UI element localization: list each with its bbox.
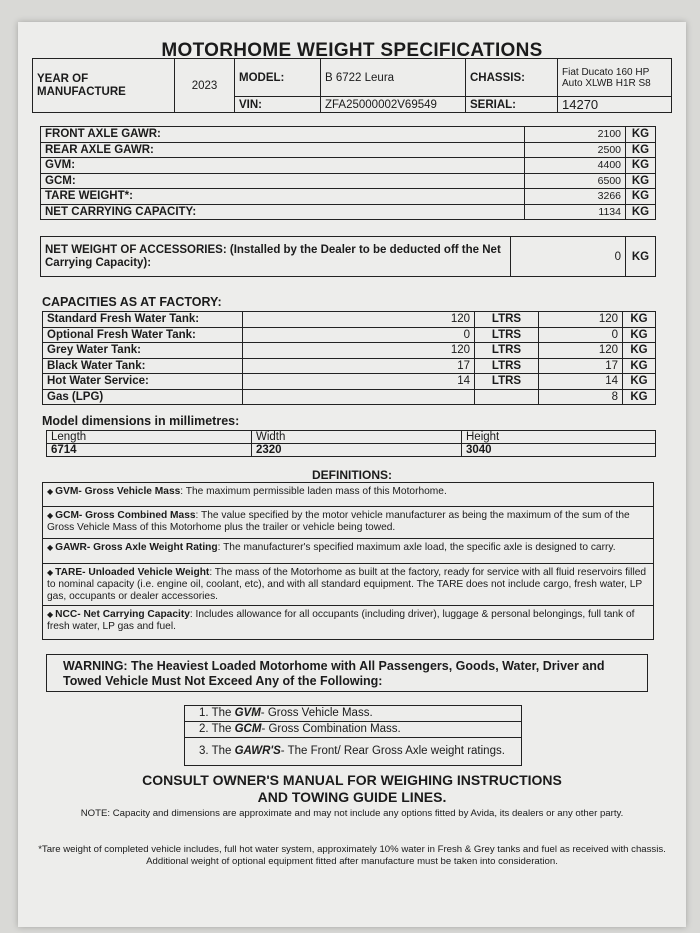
weight-unit: KG (626, 189, 656, 205)
capacity-kg: 17 (539, 358, 623, 374)
definition-item (43, 564, 653, 606)
limit-item (185, 722, 522, 738)
capacity-label: Hot Water Service: (43, 374, 243, 390)
weight-unit: KG (626, 204, 656, 220)
vehicle-header-table (32, 58, 672, 113)
capacity-ltrs: 17 (243, 358, 475, 374)
weight-unit: KG (626, 173, 656, 189)
vin-label: VIN: (235, 97, 321, 113)
limit-row (185, 706, 522, 722)
capacity-ltrs: 120 (243, 343, 475, 359)
weight-value: 3266 (525, 189, 626, 205)
weight-label: TARE WEIGHT*: (41, 189, 525, 205)
weight-label: NET CARRYING CAPACITY: (41, 204, 525, 220)
capacity-ltrs-unit: LTRS (475, 343, 539, 359)
capacity-kg: 120 (539, 343, 623, 359)
definition-term: GAWR- Gross Axle Weight Rating (55, 542, 218, 553)
dim-value-height: 3040 (462, 444, 656, 457)
weight-row (41, 127, 656, 143)
limit-item (185, 738, 522, 766)
limit-row (185, 722, 522, 738)
definition-term: GVM- Gross Vehicle Mass (55, 486, 181, 497)
accessories-table (40, 236, 656, 277)
capacity-ltrs-unit: LTRS (475, 374, 539, 390)
dim-value-width: 2320 (252, 444, 462, 457)
weight-value: 6500 (525, 173, 626, 189)
weight-value: 1134 (525, 204, 626, 220)
weight-unit: KG (626, 158, 656, 174)
capacity-ltrs-unit (475, 389, 539, 405)
definition-item (43, 606, 653, 641)
limit-num: 2. The (199, 723, 235, 735)
weight-value: 4400 (525, 158, 626, 174)
capacity-ltrs-unit: LTRS (475, 327, 539, 343)
weight-label: GVM: (41, 158, 525, 174)
definitions-title: DEFINITIONS: (312, 468, 392, 482)
capacity-kg-unit: KG (623, 312, 656, 328)
accessories-label: NET WEIGHT OF ACCESSORIES: (Installed by the Dealer to be deducted off the Net Carrying Capacity): (41, 237, 511, 277)
chassis-label: CHASSIS: (466, 59, 558, 97)
weight-label: REAR AXLE GAWR: (41, 142, 525, 158)
definition-item (43, 483, 653, 507)
bullet-icon: ◆ (47, 568, 54, 577)
capacity-kg-unit: KG (623, 374, 656, 390)
capacity-label: Grey Water Tank: (43, 343, 243, 359)
dim-value-length: 6714 (47, 444, 252, 457)
capacity-ltrs: 120 (243, 312, 475, 328)
weight-row (41, 173, 656, 189)
capacity-kg-unit: KG (623, 343, 656, 359)
definition-term: TARE- Unloaded Vehicle Weight (55, 567, 210, 578)
weight-unit: KG (626, 142, 656, 158)
capacity-note: NOTE: Capacity and dimensions are approximate and may not include any options fitted by Avida, its dealers or any other party. (80, 808, 624, 819)
bullet-icon: ◆ (47, 610, 54, 619)
capacity-kg-unit: KG (623, 358, 656, 374)
limit-term: GCM (234, 723, 262, 735)
weight-row (41, 158, 656, 174)
limit-term: GVM (234, 707, 261, 719)
weight-label: GCM: (41, 173, 525, 189)
limit-term: GAWR'S (234, 745, 281, 757)
accessories-value: 0 (511, 237, 626, 277)
capacity-label: Standard Fresh Water Tank: (43, 312, 243, 328)
capacity-kg-unit: KG (623, 389, 656, 405)
definition-term: GCM- Gross Combined Mass (55, 510, 196, 521)
weight-row (41, 189, 656, 205)
bullet-icon: ◆ (47, 511, 54, 520)
spec-sheet (18, 22, 686, 927)
year-value: 2023 (175, 59, 235, 113)
weight-label: FRONT AXLE GAWR: (41, 127, 525, 143)
capacity-kg: 0 (539, 327, 623, 343)
capacity-row (43, 358, 656, 374)
limit-text: - Gross Combination Mass. (261, 723, 401, 735)
definitions-box (42, 482, 654, 640)
dim-header-width: Width (252, 431, 462, 444)
year-label: YEAR OF MANUFACTURE (33, 59, 175, 113)
capacity-row (43, 389, 656, 405)
limit-num: 3. The (199, 745, 235, 757)
capacity-row (43, 312, 656, 328)
limits-table (184, 705, 522, 766)
model-label: MODEL: (235, 59, 321, 97)
weight-row (41, 204, 656, 220)
chassis-value: Fiat Ducato 160 HP Auto XLWB H1R S8 (558, 59, 672, 97)
definition-item (43, 507, 653, 539)
warning-text: WARNING: The Heaviest Loaded Motorhome with All Passengers, Goods, Water, Driver and Towed Vehicle Must Not Exceed Any of the Following: (63, 659, 605, 688)
definition-text: : The manufacturer's specified maximum axle load, the specific axle is designed to carry. (217, 542, 616, 553)
bullet-icon: ◆ (47, 543, 54, 552)
serial-value: 14270 (558, 97, 672, 113)
serial-label: SERIAL: (466, 97, 558, 113)
limit-text: - The Front/ Rear Gross Axle weight ratings. (280, 745, 505, 757)
capacities-title: CAPACITIES AS AT FACTORY: (42, 295, 222, 309)
limit-row (185, 738, 522, 766)
capacity-ltrs (243, 389, 475, 405)
capacity-label: Black Water Tank: (43, 358, 243, 374)
capacity-row (43, 374, 656, 390)
weight-unit: KG (626, 127, 656, 143)
page-title: MOTORHOME WEIGHT SPECIFICATIONS (161, 40, 543, 61)
capacity-label: Optional Fresh Water Tank: (43, 327, 243, 343)
capacity-ltrs: 0 (243, 327, 475, 343)
limit-item (185, 706, 522, 722)
capacity-row (43, 343, 656, 359)
capacity-kg-unit: KG (623, 327, 656, 343)
weight-value: 2100 (525, 127, 626, 143)
bullet-icon: ◆ (47, 487, 54, 496)
capacity-kg: 14 (539, 374, 623, 390)
capacity-ltrs-unit: LTRS (475, 358, 539, 374)
consult-line-2: AND TOWING GUIDE LINES. (257, 789, 447, 805)
definition-text: : Includes allowance for all occupants (including driver), luggage & personal belongings, full tank of fresh water, LP gas and fuel. (47, 609, 635, 632)
weight-row (41, 142, 656, 158)
tare-footnote: *Tare weight of completed vehicle includes, full hot water system, approximately 10% water in Fresh & Grey tanks and fuel as received with chassis. Additional weight of optional equipment fitted after manufacture must be taken into consideration. (38, 844, 666, 867)
definition-term: NCC- Net Carrying Capacity (55, 609, 190, 620)
dim-header-height: Height (462, 431, 656, 444)
accessories-unit: KG (626, 237, 656, 277)
capacity-kg: 120 (539, 312, 623, 328)
capacity-kg: 8 (539, 389, 623, 405)
capacities-table (42, 311, 656, 405)
capacity-ltrs-unit: LTRS (475, 312, 539, 328)
limit-text: - Gross Vehicle Mass. (260, 707, 373, 719)
definition-text: : The value specified by the motor vehicle manufacturer as being the maximum of the sum of the Gross Vehicle Mass of this Motorhome plus the trailer or vehicle being towed. (47, 510, 630, 533)
definition-text: : The maximum permissible laden mass of this Motorhome. (180, 486, 447, 497)
capacity-ltrs: 14 (243, 374, 475, 390)
dimensions-title: Model dimensions in millimetres: (42, 414, 240, 428)
vin-value: ZFA25000002V69549 (321, 97, 466, 113)
dim-header-length: Length (47, 431, 252, 444)
definition-item (43, 539, 653, 564)
definition-text: : The mass of the Motorhome as built at the factory, ready for service with all fluid reservoirs filled to nominal capacity (i.e. engine oil, coolant, etc), and with all standard equipment. The TARE does not include cargo, fresh water, LP gas, occupants or dealer accessories. (47, 567, 647, 602)
warning-box (46, 654, 648, 692)
limit-num: 1. The (199, 707, 235, 719)
capacity-row (43, 327, 656, 343)
dimensions-table (46, 430, 656, 457)
capacity-label: Gas (LPG) (43, 389, 243, 405)
weights-table (40, 126, 656, 220)
consult-line-1: CONSULT OWNER'S MANUAL FOR WEIGHING INSTRUCTIONS (142, 772, 562, 788)
weight-value: 2500 (525, 142, 626, 158)
model-value: B 6722 Leura (321, 59, 466, 97)
